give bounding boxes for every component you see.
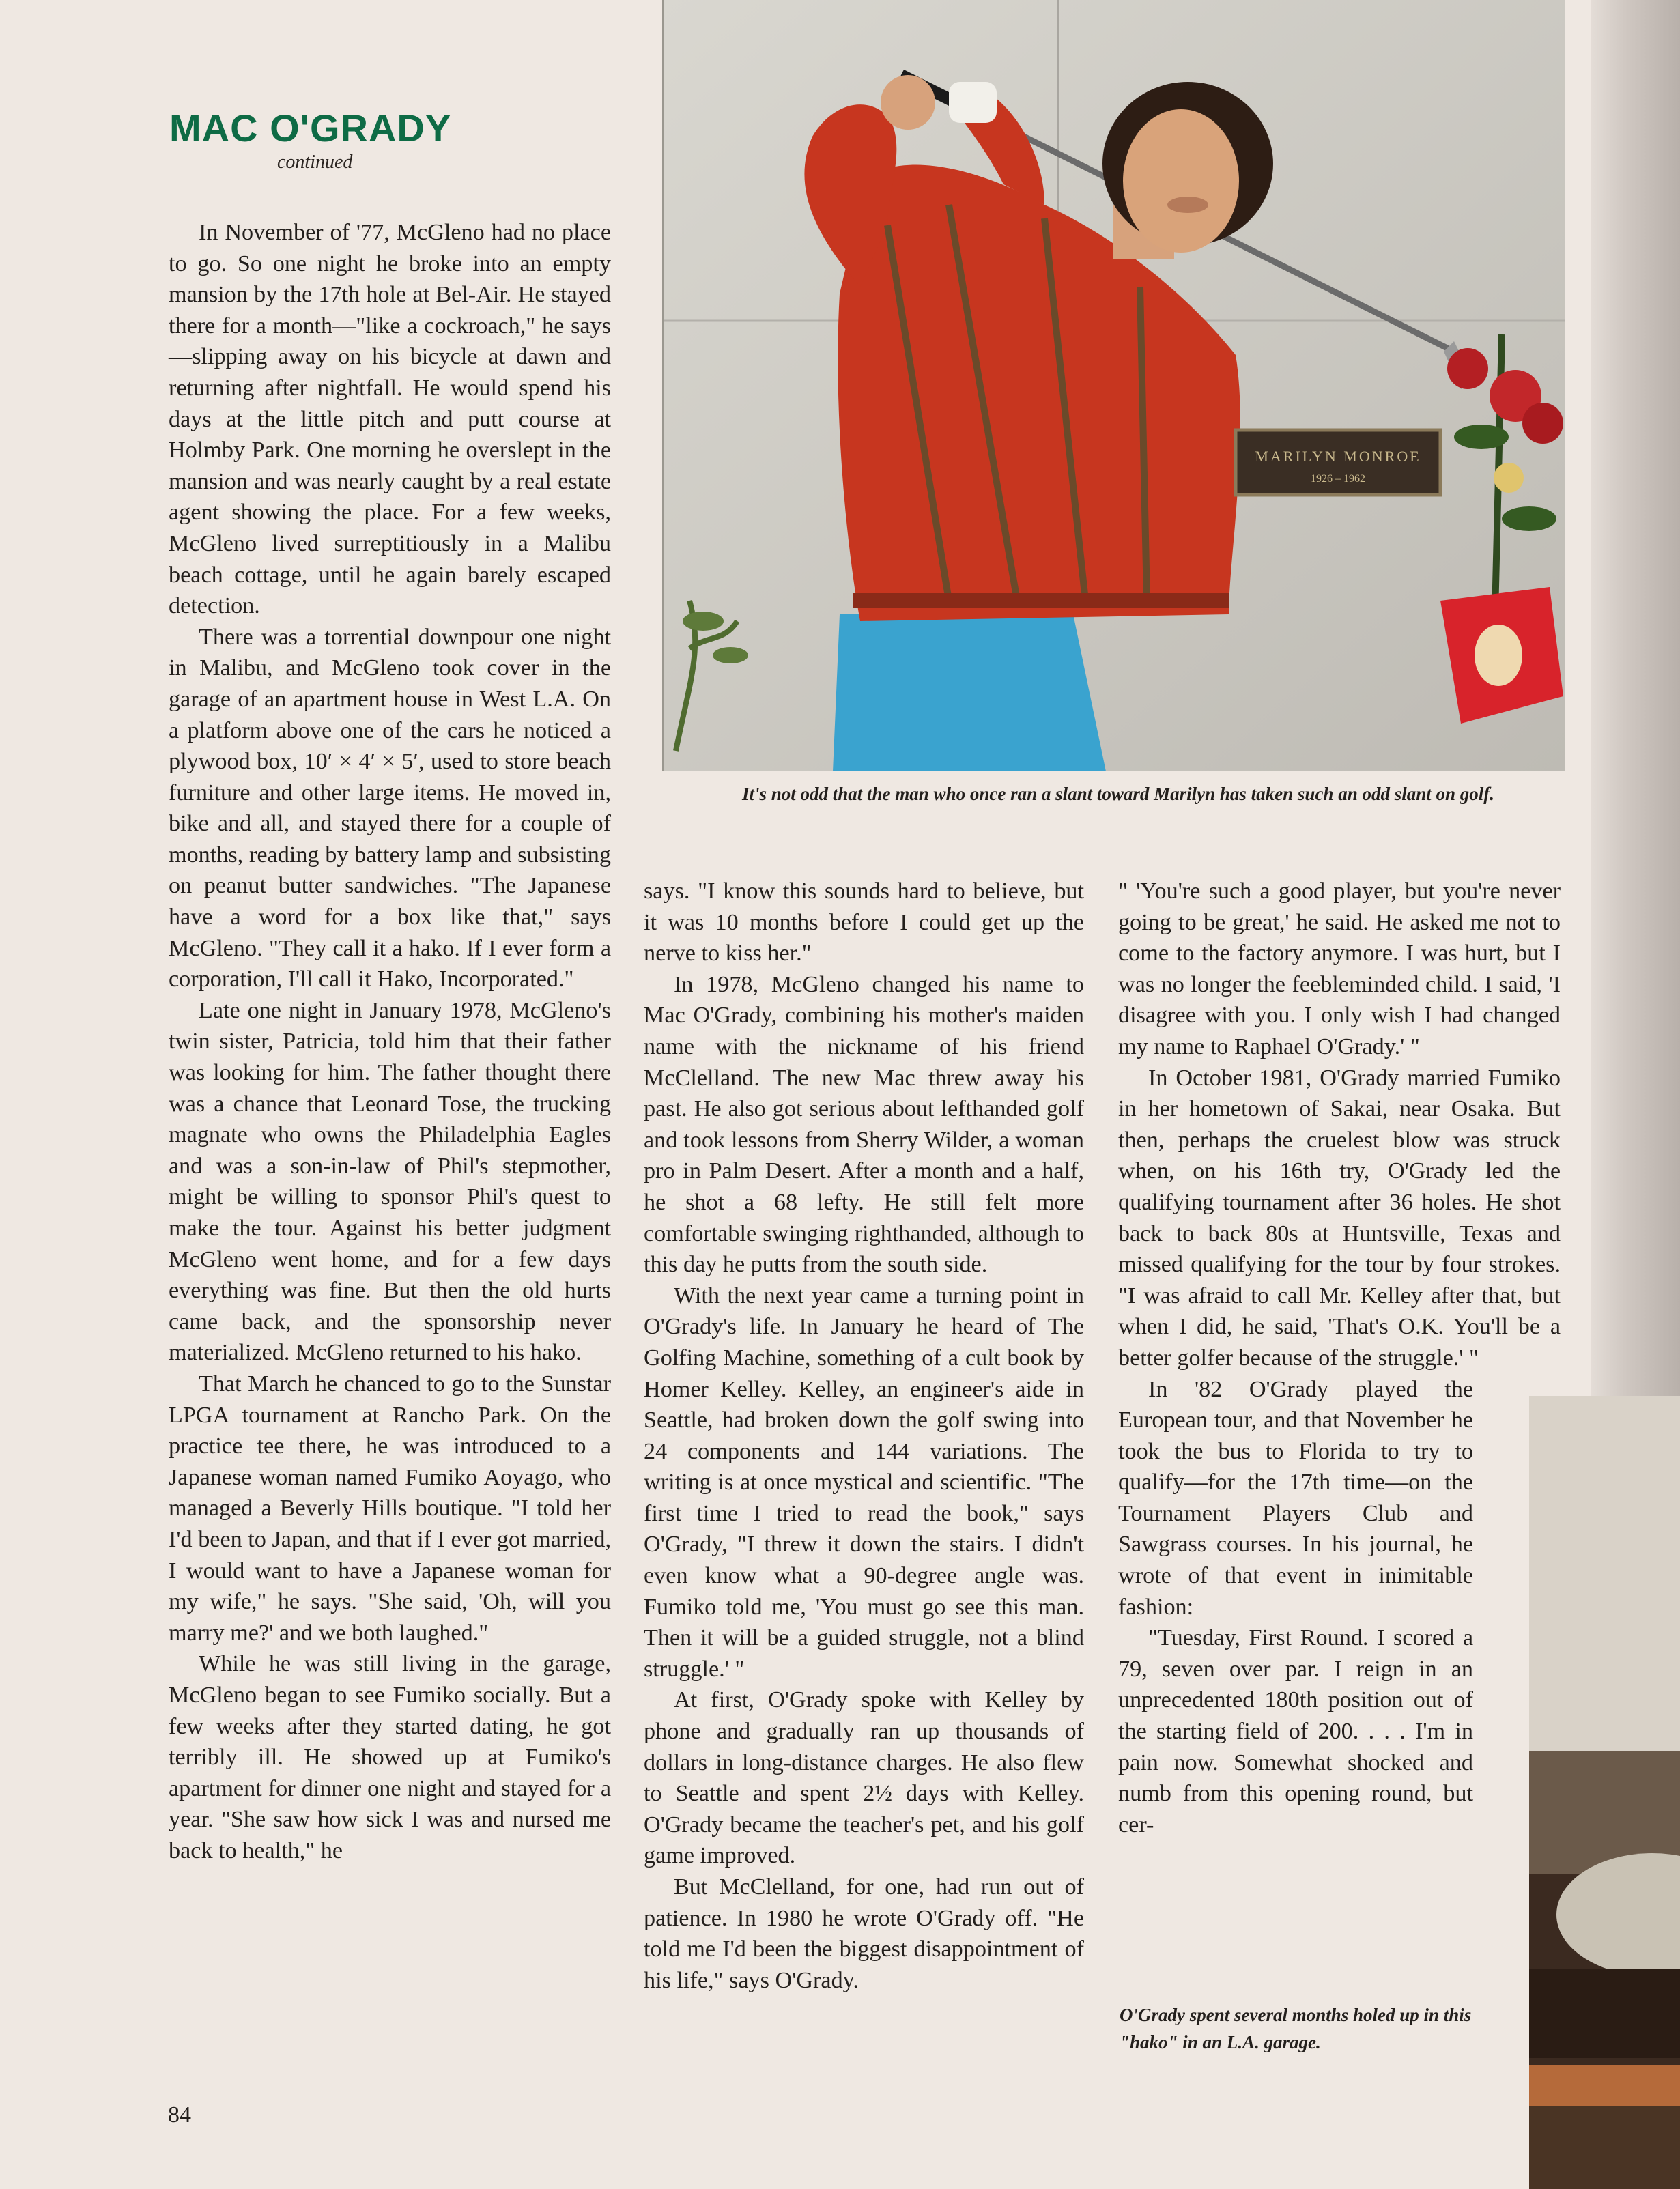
article-column-3 [1118, 876, 1561, 1840]
photo-caption: It's not odd that the man who once ran a slant toward Marilyn has taken such an odd slant on golf. [741, 784, 1495, 804]
paragraph: But McClelland, for one, had run out of patience. In 1980 he wrote O'Grady off. "He told me I'd been the biggest disappointment of his life," says O'Grady. [644, 1874, 1084, 1993]
page-number: 84 [168, 2102, 191, 2128]
garage-caption: O'Grady spent several months holed up in this "hako" in an L.A. garage. [1120, 2005, 1472, 2052]
paragraph: In October 1981, O'Grady married Fumiko in her hometown of Sakai, near Osaka. But then, perhaps the cruelest blow was struck when, on his 16th try, O'Grady led the qualifying tournament after 36 holes. He shot back to back 80s at Huntsville, Texas and missed qualifying for the tour by four strokes. "I was afraid to call Mr. Kelley after that, but when I did, he said, 'That's O.K. You'll be a better golfer because of the struggle.' " [1118, 1065, 1561, 1371]
paragraph: In November of '77, McGleno had no place to go. So one night he broke into an empty mansion by the 17th hole at Bel-Air. He stayed there for a month—"like a cockroach," he says—slipping away on his bicycle at dawn and returning after nightfall. He would spend his days at the little pitch and putt course at Holmby Park. One morning he overslept in the mansion and was nearly caught by a real estate agent showing the place. For a few weeks, McGleno lived surreptitiously in a Malibu beach cottage, until he again barely escaped detection. [169, 220, 611, 619]
golfer-photo [662, 0, 1565, 771]
article-column-1 [169, 217, 611, 1866]
article-column-2 [644, 876, 1084, 1996]
plaque-name: MARILYN MONROE [1255, 448, 1421, 465]
garage-photo [1529, 1396, 1680, 2189]
car-illustration [1529, 1396, 1680, 2189]
paragraph: At first, O'Grady spoke with Kelley by phone and gradually ran up thousands of dollars in long-distance charges. He also flew to Seattle and spent 2½ days with Kelley. O'Grady became the teacher's pet, and his golf game improved. [644, 1687, 1084, 1869]
paragraph: Late one night in January 1978, McGleno's twin sister, Patricia, told him that their father was looking for him. The father thought there was a chance that Leonard Tose, the trucking magnate who owns the Philadelphia Eagles and was a son-in-law of Phil's stepmother, might be willing to sponsor Phil's quest to make the tour. Against his better judgment McGleno went home, and for a few days everything was fine. But then the old hurts came back, and the sponsorship never materialized. McGleno returned to his hako. [169, 997, 611, 1366]
continued-label: continued [277, 152, 353, 173]
paragraph: " 'You're such a good player, but you're never going to be great,' he said. He asked me not to come to the factory anymore. I was hurt, but I was no longer the feebleminded child. I said, 'I disagree with you. I only wish I had changed my name to Raphael O'Grady.' " [1118, 878, 1561, 1059]
paragraph: "Tuesday, First Round. I scored a 79, seven over par. I reign in an unprecedented 180th position out of the starting field of 200. . . . I'm in pain now. Somewhat shocked and numb from this opening round, but cer- [1118, 1625, 1473, 1837]
paragraph: That March he chanced to go to the Sunstar LPGA tournament at Rancho Park. On the practice tee there, he was introduced to a Japanese woman named Fumiko Aoyago, who managed a Beverly Hills boutique. "I told her I'd been to Japan, and that if I ever got married, I would want to have a Japanese woman for my wife," he says. "She said, 'Oh, will you marry me?' and we both laughed." [169, 1371, 611, 1646]
article-title: MAC O'GRADY [169, 106, 452, 149]
paragraph: While he was still living in the garage, McGleno began to see Fumiko socially. But a few weeks after they started dating, he got terribly ill. He showed up at Fumiko's apartment for dinner one night and stayed for a year. "She saw how sick I was and nursed me back to health," he [169, 1651, 611, 1863]
paragraph: With the next year came a turning point in O'Grady's life. In January he heard of The Golfing Machine, something of a cult book by Homer Kelley. Kelley, an engineer's aide in Seattle, had broken down the golf swing into 24 components and 144 variations. The writing is at once mystical and scientific. "The first time I tried to read the book," says O'Grady, "I threw it down the stairs. I didn't even know what a 90-degree angle was. Fumiko told me, 'You must go see this man. Then it will be a guided struggle, not a blind struggle.' " [644, 1283, 1084, 1682]
golfer-illustration [662, 0, 1565, 771]
paragraph: In '82 O'Grady played the European tour, and that November he took the bus to Florida to try to qualify—for the 17th time—on the Tournament Players Club and Sawgrass courses. In his journal, he wrote of that event in inimitable fashion: [1118, 1376, 1473, 1620]
plaque-dates: 1926 – 1962 [1311, 473, 1365, 485]
paragraph: says. "I know this sounds hard to believe, but it was 10 months before I could get up the nerve to kiss her." [644, 878, 1084, 967]
paragraph: In 1978, McGleno changed his name to Mac O'Grady, combining his mother's maiden name with the nickname of his friend McClelland. The new Mac threw away his past. He also got serious about lefthanded golf and took lessons from Sherry Wilder, a woman pro in Palm Desert. After a month and a half, he shot a 68 lefty. He still felt more comfortable swinging righthanded, although to this day he putts from the south side. [644, 971, 1084, 1278]
paragraph: There was a torrential downpour one night in Malibu, and McGleno took cover in the garage of an apartment house in West L.A. On a platform above one of the cars he noticed a plywood box, 10′ × 4′ × 5′, used to store beach furniture and other large items. He moved in, bike and all, and stayed there for a couple of months, reading by battery lamp and subsisting on peanut butter sandwiches. "The Japanese have a word for a box like that," says McGleno. "They call it a hako. If I ever form a corporation, I'll call it Hako, Incorporated." [169, 624, 611, 992]
